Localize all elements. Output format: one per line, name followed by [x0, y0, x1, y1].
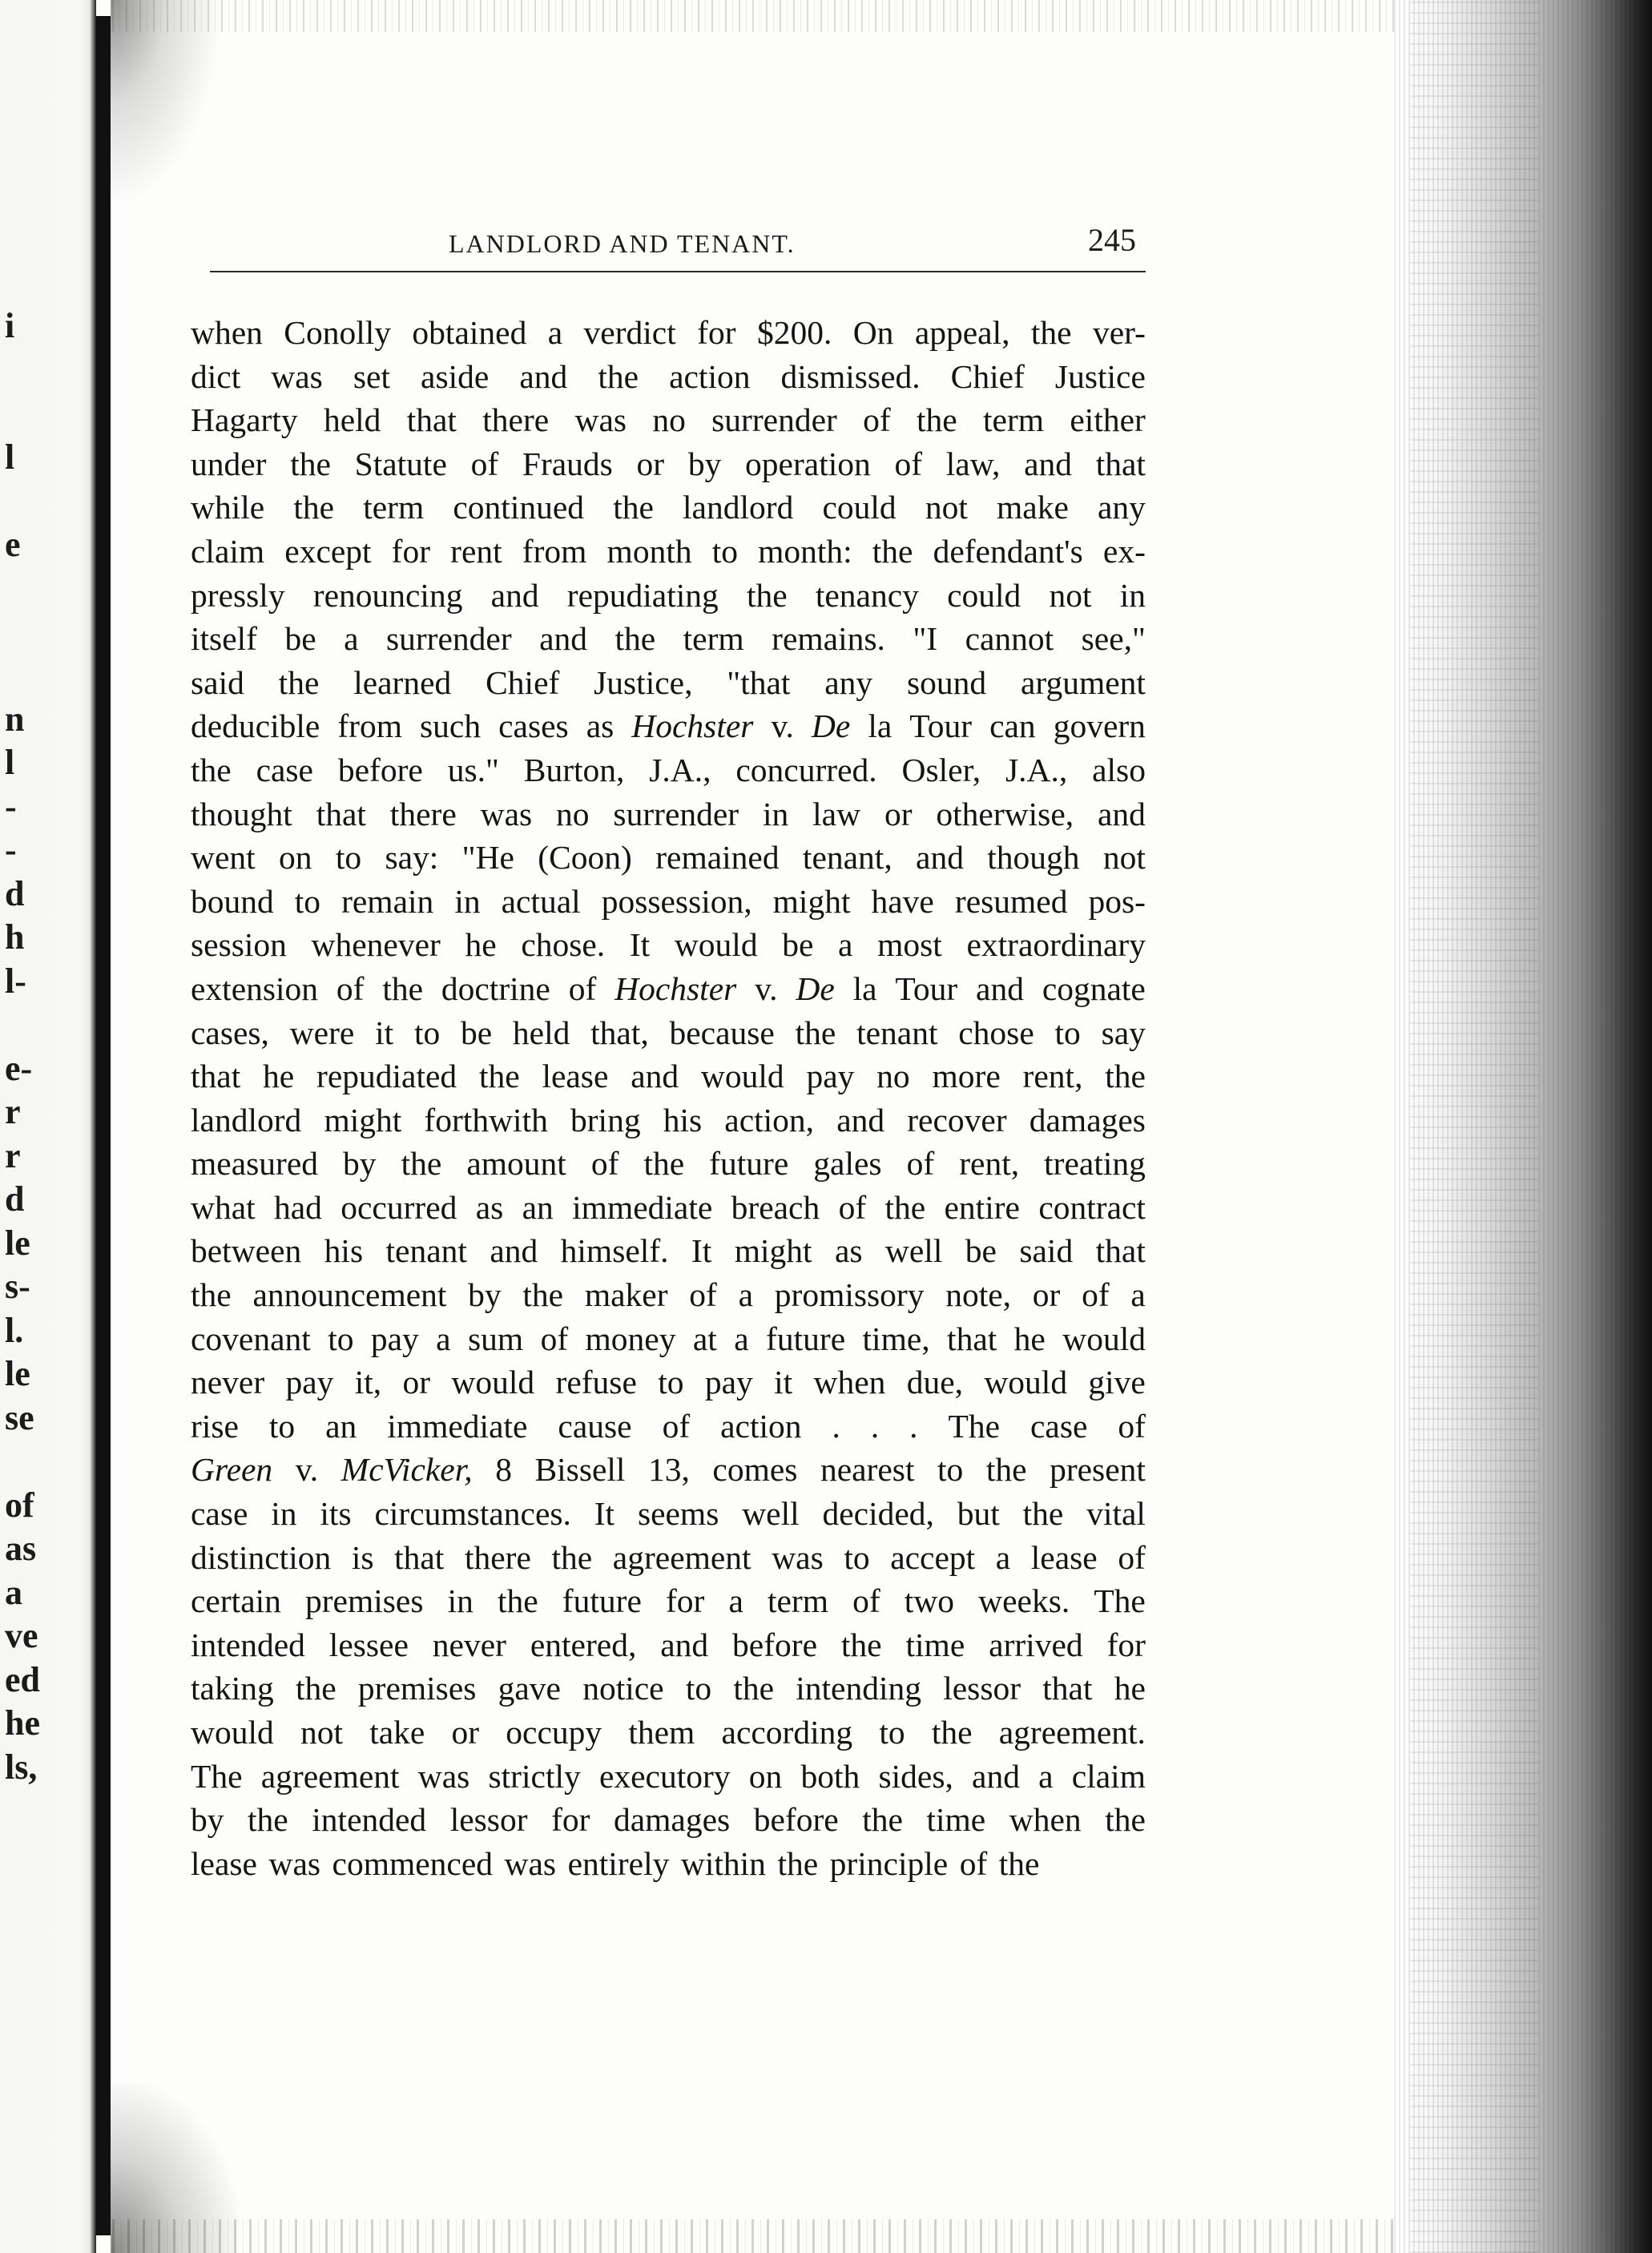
text-line: lease was commenced was entirely within the principle of the	[191, 1844, 1040, 1882]
text-line: extension of the doctrine of Hochster v. De la Tour and cognate	[191, 969, 1146, 1007]
facing-page-fragment	[5, 566, 61, 611]
facing-page-fragment	[5, 654, 61, 698]
text-line: claim except for rent from month to month: the defendant's ex-	[191, 532, 1146, 570]
scan-noise-corner	[111, 0, 223, 208]
text-line: under the Statute of Frauds or by operation of law, and that	[191, 445, 1146, 482]
facing-page-fragment: l	[5, 437, 15, 477]
facing-page-fragment: l.	[5, 1310, 24, 1350]
facing-page-fragments	[5, 304, 61, 1789]
facing-page-fragment: le	[5, 1354, 30, 1393]
facing-page-fragment	[5, 392, 61, 436]
text-line: certain premises in the future for a term of two weeks. The	[191, 1582, 1146, 1620]
facing-page-fragment: se	[5, 1397, 34, 1437]
header-rule	[210, 271, 1146, 272]
text-line: the announcement by the maker of a promissory note, or of a	[191, 1276, 1146, 1314]
text-line: deducible from such cases as Hochster v. De la Tour can govern	[191, 707, 1146, 745]
text-line: distinction is that there the agreement was to accept a lease of	[191, 1538, 1146, 1576]
facing-page-fragment: ve	[5, 1616, 38, 1655]
text-line: landlord might forthwith bring his action, and recover damages	[191, 1101, 1146, 1139]
facing-page-fragment: l	[5, 743, 15, 782]
text-line: by the intended lessor for damages before the time when the	[191, 1801, 1146, 1839]
scan-noise-bottom	[112, 2219, 1514, 2253]
facing-page-fragment: d	[5, 873, 25, 913]
text-line: Hagarty held that there was no surrender of the term either	[191, 401, 1146, 439]
facing-page-fragment: as	[5, 1529, 37, 1568]
text-line: never pay it, or would refuse to pay it when due, would give	[191, 1364, 1146, 1401]
body-text	[191, 311, 1146, 1885]
text-line: dict was set aside and the action dismissed. Chief Justice	[191, 357, 1146, 395]
facing-page-fragment: e-	[5, 1048, 33, 1088]
facing-page-fragment: h	[5, 917, 25, 957]
facing-page-fragment	[5, 479, 61, 523]
text-line: rise to an immediate cause of action . . . The case of	[191, 1407, 1146, 1445]
text-line: intended lessee never entered, and before the time arrived for	[191, 1626, 1146, 1663]
facing-page-fragment: -	[5, 786, 17, 826]
text-line: The agreement was strictly executory on both sides, and a claim	[191, 1757, 1146, 1795]
text-line: between his tenant and himself. It might as well be said that	[191, 1232, 1146, 1270]
facing-page-fragment: -	[5, 830, 17, 869]
facing-page-fragment: le	[5, 1223, 30, 1263]
text-line: that he repudiated the lease and would pay no more rent, the	[191, 1058, 1146, 1095]
text-line: covenant to pay a sum of money at a future time, that he would	[191, 1320, 1146, 1357]
facing-page-fragment: ed	[5, 1659, 40, 1699]
facing-page-fragment	[5, 611, 61, 655]
text-line: cases, were it to be held that, because the tenant chose to say	[191, 1014, 1146, 1051]
facing-page-fragment: ls,	[5, 1747, 38, 1787]
running-head: LANDLORD AND TENANT.	[449, 229, 796, 258]
facing-page-fragment: of	[5, 1485, 34, 1525]
text-line: taking the premises gave notice to the intending lessor that he	[191, 1670, 1146, 1707]
facing-page-fragment: a	[5, 1572, 22, 1612]
facing-page-fragment: r	[5, 1092, 21, 1131]
text-line: the case before us." Burton, J.A., concurred. Osler, J.A., also	[191, 751, 1146, 788]
facing-page-fragment: d	[5, 1179, 25, 1219]
text-line: pressly renouncing and repudiating the tenancy could not in	[191, 576, 1146, 614]
facing-page-fragment: i	[5, 306, 15, 345]
page-edge-speckle	[1410, 0, 1538, 2253]
facing-page-fragment: l-	[5, 961, 26, 1001]
book-spine-shadow	[96, 16, 111, 2235]
facing-page-fragment	[5, 349, 61, 393]
text-line: while the term continued the landlord could not make any	[191, 489, 1146, 526]
text-line: Green v. McVicker, 8 Bissell 13, comes nearest to the present	[191, 1451, 1146, 1489]
text-line: went on to say: "He (Coon) remained tenant, and though not	[191, 839, 1146, 877]
facing-page-fragment: he	[5, 1703, 40, 1743]
text-line: when Conolly obtained a verdict for $200. On appeal, the ver-	[191, 314, 1146, 351]
text-line: bound to remain in actual possession, might have resumed pos-	[191, 882, 1146, 920]
text-line: measured by the amount of the future gales of rent, treating	[191, 1145, 1146, 1183]
facing-page-fragment	[5, 1440, 61, 1484]
text-line: thought that there was no surrender in law or otherwise, and	[191, 795, 1146, 832]
facing-page-fragment: s-	[5, 1267, 30, 1306]
text-line: itself be a surrender and the term remains. "I cannot see,"	[191, 620, 1146, 658]
facing-page-fragment	[5, 1003, 61, 1047]
facing-page-fragment: e	[5, 524, 21, 564]
text-line: would not take or occupy them according to the agreement.	[191, 1714, 1146, 1751]
text-line: case in its circumstances. It seems well decided, but the vital	[191, 1495, 1146, 1533]
page-number: 245	[1088, 222, 1136, 258]
text-line: what had occurred as an immediate breach of the entire contract	[191, 1188, 1146, 1226]
facing-page-fragment: r	[5, 1135, 21, 1175]
text-line: session whenever he chose. It would be a most extraordinary	[191, 926, 1146, 964]
text-line: said the learned Chief Justice, "that any sound argument	[191, 663, 1146, 701]
scan-noise-top	[112, 0, 1554, 32]
facing-page-fragment: n	[5, 699, 25, 739]
